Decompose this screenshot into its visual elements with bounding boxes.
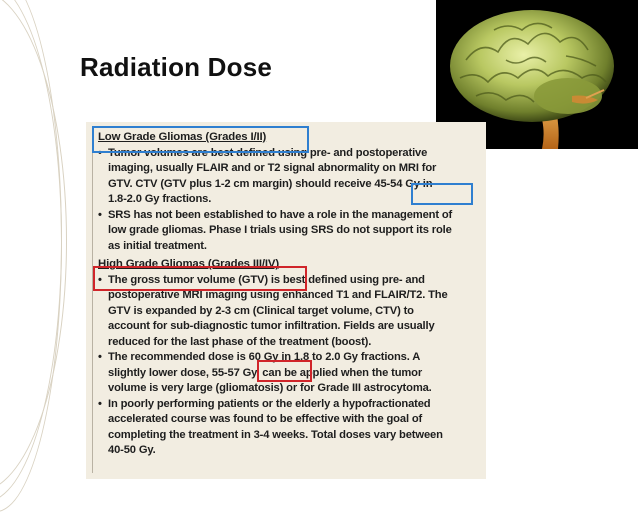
line-text: account for sub-diagnostic tumor infiltration. Fields are usually <box>108 320 435 332</box>
document-text <box>98 130 474 459</box>
highlight-45-54-gy <box>411 183 473 205</box>
bullet-icon: • <box>98 146 102 159</box>
line-text: SRS has not been established to have a role in the management of <box>108 208 453 221</box>
document-margin-line <box>92 128 93 473</box>
document-line <box>98 319 474 335</box>
bullet-icon: • <box>98 397 102 410</box>
line-text: High Grade Gliomas (Grades III/IV) <box>98 258 279 270</box>
document-line <box>98 239 474 255</box>
line-text: low grade gliomas. Phase I trials using SRS do not support its role <box>108 224 452 236</box>
highlight-high-grade-heading <box>93 266 307 291</box>
line-text: GTV is expanded by 2-3 cm (Clinical target volume, CTV) to <box>108 304 414 317</box>
line-text: Tumor volumes are best defined using pre- and postoperative <box>108 146 428 159</box>
document-line <box>98 208 474 224</box>
document-line <box>98 428 474 444</box>
bullet-icon: • <box>98 273 102 286</box>
line-text: Low Grade Gliomas (Grades I/II) <box>98 131 267 143</box>
bullet-icon: • <box>98 208 102 221</box>
line-text: slightly lower dose, 55-57 Gy, can be applied when the tumor <box>108 366 423 379</box>
line-text: In poorly performing patients or the elderly a hypofractionated <box>108 397 431 410</box>
document-line <box>98 381 474 397</box>
line-text: imaging, usually FLAIR and or T2 signal abnormality on MRI for <box>108 162 437 174</box>
document-line <box>98 161 474 177</box>
line-text: volume is very large (gliomatosis) or for Grade III astrocytoma. <box>108 382 432 394</box>
slide-title: Radiation Dose <box>80 52 273 82</box>
line-text: reduced for the last phase of the treatment (boost). <box>108 335 372 348</box>
line-text: accelerated course was found to be effective with the goal of <box>108 413 423 425</box>
highlight-low-grade-heading <box>92 126 309 153</box>
highlight-60-gy <box>257 360 312 382</box>
document-scan <box>86 122 486 479</box>
line-text: 1.8-2.0 Gy fractions. <box>108 193 212 205</box>
line-text: completing the treatment in 3-4 weeks. Total doses vary between <box>108 428 443 441</box>
line-text: 40-50 Gy. <box>108 444 156 456</box>
line-text: postoperative MRI imaging using enhanced T1 and FLAIR/T2. The <box>108 289 448 301</box>
line-text: as initial treatment. <box>108 239 207 252</box>
document-line <box>98 443 474 459</box>
document-line <box>98 304 474 320</box>
document-line <box>98 412 474 428</box>
document-line <box>98 397 474 413</box>
line-text: The recommended dose is 60 Gy in 1.8 to 2.0 Gy fractions. A <box>108 351 421 363</box>
line-text: The gross tumor volume (GTV) is best defined using pre- and <box>108 273 425 286</box>
decorative-arc <box>0 0 62 512</box>
line-text: GTV. CTV (GTV plus 1-2 cm margin) should receive 45-54 Gy in <box>108 177 433 190</box>
bullet-icon: • <box>98 351 102 363</box>
decorative-side-band <box>0 0 72 479</box>
document-line <box>98 223 474 239</box>
document-line <box>98 335 474 351</box>
